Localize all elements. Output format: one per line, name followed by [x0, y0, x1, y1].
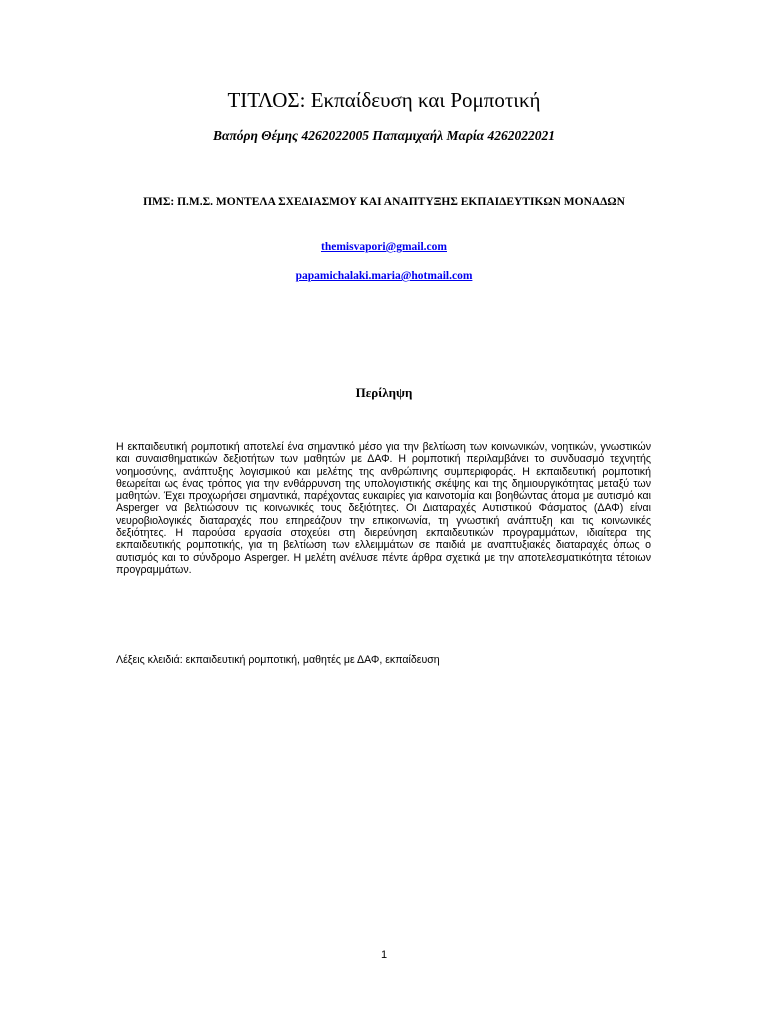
page-number: 1	[380, 949, 388, 961]
keywords-line: Λέξεις κλειδιά: εκπαιδευτική ρομποτική, μαθητές με ΔΑΦ, εκπαίδευση	[116, 654, 440, 666]
email-entry-1	[0, 239, 768, 255]
email-link-1[interactable]: themisvapori@gmail.com	[320, 241, 447, 253]
abstract-paragraph: Η εκπαιδευτική ρομποτική αποτελεί ένα σημαντικό μέσο για την βελτίωση των κοινωνικών, νοητικών, γνωστικών και συναισθηματικών δεξιοτήτων των μαθητών με ΔΑΦ. Η ρομποτική περιλαμβάνει το συνδυασμό τεχνητής νοημοσύνης, ανάπτυξης λογισμικού και μελέτης της ανθρώπινης συμπεριφοράς. Η εκπαιδευτική ρομποτική θεωρείται ως ένας τρόπος για την ενθάρρυνση της υπολογιστικής σκέψης και της δημιουργικότητας μεταξύ των μαθητών. Έχει προχωρήσει σημαντικά, παρέχοντας ευκαιρίες για καινοτομία και βοηθώντας άτομα με αυτισμό και Asperger να βελτιώσουν τις κοινωνικές τους δεξιότητες. Οι Διαταραχές Αυτιστικού Φάσματος (ΔΑΦ) είναι νευροβιολογικές διαταραχές που επηρεάζουν την επικοινωνία, τη γνωστική ανάπτυξη και τις κοινωνικές δεξιότητες. Η παρούσα εργασία στοχεύει στη διερεύνηση εκπαιδευτικών προγραμμάτων, ιδιαίτερα της εκπαιδευτικής ρομποτικής, για τη βελτίωση των ελλειμμάτων σε παιδιά με αναπτυξιακές διαταραχές όπως ο αυτισμός και το σύνδρομο Asperger. Η μελέτη ανέλυσε πέντε άρθρα σχετικά με την αποτελεσματικότητα τέτοιων προγραμμάτων.	[116, 441, 651, 576]
email-link-2[interactable]: papamichalaki.maria@hotmail.com	[295, 270, 473, 282]
abstract-heading: Περίληψη	[355, 385, 413, 400]
document-title: ΤΙΤΛΟΣ: Εκπαίδευση και Ρομποτική	[227, 88, 541, 112]
program-name: ΠΜΣ: Π.Μ.Σ. ΜΟΝΤΕΛΑ ΣΧΕΔΙΑΣΜΟΥ ΚΑΙ ΑΝΑΠΤΥΞΗΣ ΕΚΠΑΙΔΕΥΤΙΚΩΝ ΜΟΝΑΔΩΝ	[143, 196, 625, 208]
authors-line: Βαπόρη Θέμης 4262022005 Παπαμιχαήλ Μαρία 4262022021	[212, 128, 556, 143]
email-entry-2	[0, 268, 768, 284]
